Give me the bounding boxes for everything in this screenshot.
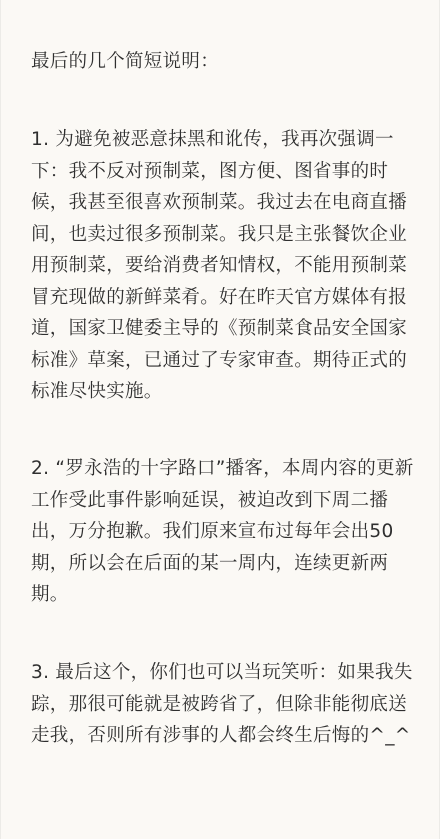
paragraph-3: 3. 最后这个，你们也可以当玩笑听：如果我失踪，那很可能就是被跨省了，但除非能彻底送走我，否则所有涉事的人都会终生后悔的^_^ (31, 662, 413, 746)
paragraph-2: 2. “罗永浩的十字路口”播客，本周内容的更新工作受此事件影响延误，被迫改到下周二播出，万分抱歉。我们原来宣布过每年会出50期，所以会在后面的某一周内，连续更新两期。 (31, 458, 414, 605)
paragraph-1: 1. 为避免被恶意抹黑和讹传，我再次强调一下：我不反对预制菜，图方便、图省事的时候，我甚至很喜欢预制菜。我过去在电商直播间，也卖过很多预制菜。我只是主张餐饮企业用预制菜，要给消费者知情权，不能用预制菜冒充现做的新鲜菜肴。好在昨天官方媒体有报道，国家卫健委主导的《预制菜食品安全国家标准》草案，已通过了专家审查。期待正式的标准尽快实施。 (31, 129, 408, 402)
intro-text: 最后的几个简短说明： (31, 51, 220, 72)
